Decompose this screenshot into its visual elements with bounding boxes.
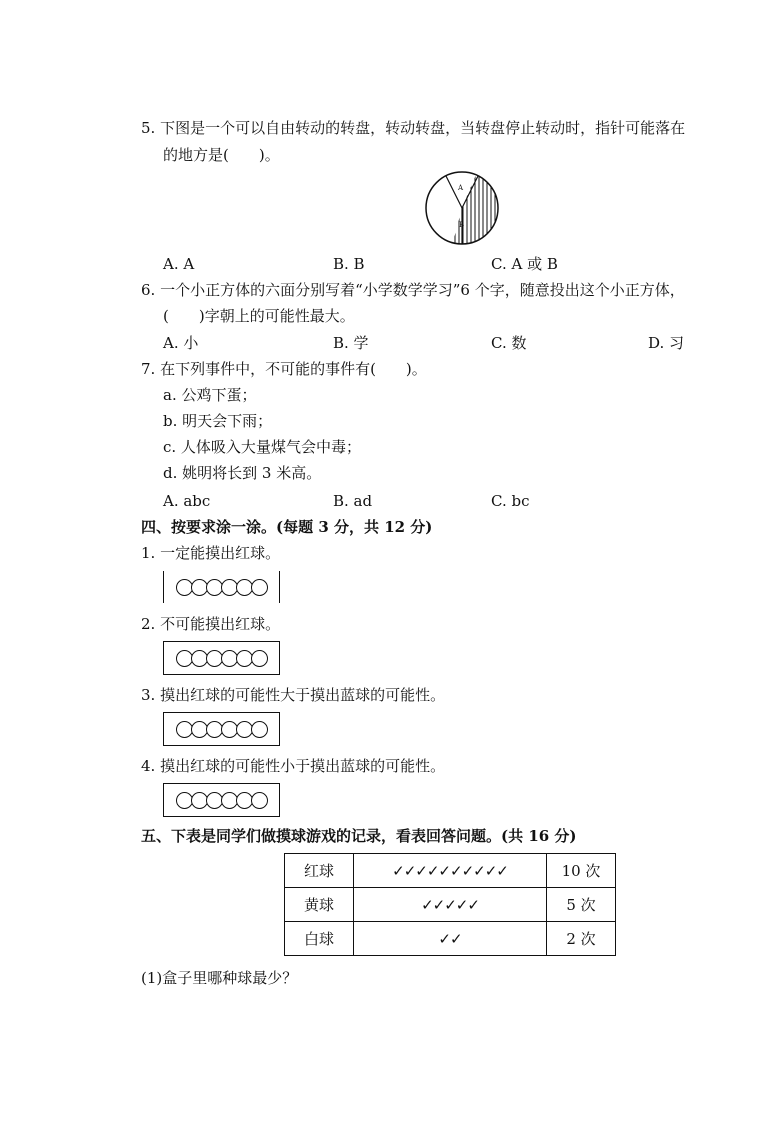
q6-line2: ( )字朝上的可能性最大。 [163, 307, 355, 325]
ball[interactable] [176, 792, 193, 809]
section5-q1: (1)盒子里哪种球最少？ [141, 969, 298, 987]
q7-option-c: C. bc [491, 492, 530, 510]
ball-color-cell: 白球 [285, 922, 354, 956]
q7-option-a: A. abc [163, 492, 211, 510]
ball[interactable] [176, 721, 193, 738]
ball[interactable] [191, 579, 208, 596]
ball[interactable] [191, 721, 208, 738]
table-row [285, 922, 616, 956]
q5-line1: 5. 下图是一个可以自由转动的转盘，转动转盘，当转盘停止转动时，指针可能落在 [141, 119, 686, 137]
section4-q1: 1. 一定能摸出红球。 [141, 544, 281, 562]
ball-box-1 [163, 571, 280, 603]
q7-stem: 7. 在下列事件中，不可能的事件有( )。 [141, 360, 427, 378]
q7-option-b: B. ad [333, 492, 373, 510]
ball-color-cell: 红球 [285, 854, 354, 888]
q5-option-b: B. B [333, 255, 365, 273]
ball[interactable] [251, 721, 268, 738]
section4-title: 四、按要求涂一涂。(每题 3 分，共 12 分) [141, 518, 433, 536]
ball[interactable] [206, 721, 223, 738]
ball[interactable] [236, 650, 253, 667]
table-row [285, 888, 616, 922]
q7-item-c: c. 人体吸入大量煤气会中毒； [163, 438, 361, 456]
ball[interactable] [191, 650, 208, 667]
ball[interactable] [206, 650, 223, 667]
q6-option-a: A. 小 [163, 334, 199, 352]
ball-box-2 [163, 641, 280, 675]
ball[interactable] [236, 579, 253, 596]
ball[interactable] [221, 721, 238, 738]
section4-q4: 4. 摸出红球的可能性小于摸出蓝球的可能性。 [141, 757, 446, 775]
q5-option-a: A. A [163, 255, 195, 273]
ball[interactable] [221, 650, 238, 667]
ball-box-4 [163, 783, 280, 817]
tick-cell: ✓✓ [354, 922, 547, 956]
ball[interactable] [221, 579, 238, 596]
q6-option-c: C. 数 [491, 334, 527, 352]
ball[interactable] [206, 579, 223, 596]
spinner-label-b: B [459, 221, 465, 229]
ball[interactable] [251, 792, 268, 809]
spinner-label-a: A [458, 184, 464, 192]
tick-cell: ✓✓✓✓✓✓✓✓✓✓ [354, 854, 547, 888]
count-cell: 2 次 [547, 922, 616, 956]
ball[interactable] [176, 650, 193, 667]
ball[interactable] [236, 721, 253, 738]
tick-cell: ✓✓✓✓✓ [354, 888, 547, 922]
ball[interactable] [176, 579, 193, 596]
ball-color-cell: 黄球 [285, 888, 354, 922]
q6-option-d: D. 习 [648, 334, 685, 352]
q5-line2: 的地方是( )。 [163, 146, 280, 164]
section4-q3: 3. 摸出红球的可能性大于摸出蓝球的可能性。 [141, 686, 446, 704]
section5-title: 五、下表是同学们做摸球游戏的记录，看表回答问题。(共 16 分) [141, 827, 577, 845]
q5-option-c: C. A 或 B [491, 255, 558, 273]
ball[interactable] [206, 792, 223, 809]
section4-q2: 2. 不可能摸出红球。 [141, 615, 281, 633]
q7-item-d: d. 姚明将长到 3 米高。 [163, 464, 322, 482]
ball[interactable] [191, 792, 208, 809]
spinner-diagram [422, 170, 502, 246]
q7-item-a: a. 公鸡下蛋； [163, 386, 257, 404]
ball-box-3 [163, 712, 280, 746]
ball[interactable] [221, 792, 238, 809]
q6-line1: 6. 一个小正方体的六面分别写着“小学数学学习”6 个字，随意投出这个小正方体， [141, 281, 685, 299]
table-row [285, 854, 616, 888]
ball[interactable] [236, 792, 253, 809]
count-cell: 5 次 [547, 888, 616, 922]
ball[interactable] [251, 650, 268, 667]
q6-option-b: B. 学 [333, 334, 369, 352]
q7-item-b: b. 明天会下雨； [163, 412, 273, 430]
ball[interactable] [251, 579, 268, 596]
ball-record-table [284, 853, 616, 956]
count-cell: 10 次 [547, 854, 616, 888]
